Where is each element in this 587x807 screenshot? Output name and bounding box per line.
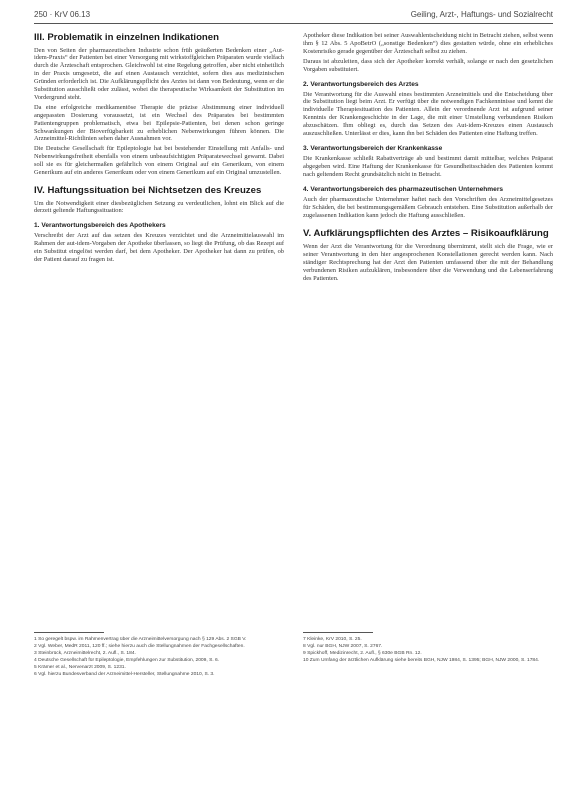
footnote-rule: [303, 632, 373, 633]
section-5-heading: V. Aufklärungspflichten des Arztes – Risikoaufklärung: [303, 228, 549, 240]
paragraph: Den von Seiten der pharmazeutischen Industrie schon früh geäußerten Bedenken einer „Aut-idem-Praxis“ der Patienten bei einer Versorgung mit wirkstoffgleichen Präparaten wurde vielfach durch die Ärzteschaft entsprochen. Gleichwohl ist eine Regelung getroffen, aber nicht einheitlich in der Praxis umgesetzt, die auf einen Austausch verzichtet, sofern dies aus medizinischen Gründen erforderlich ist. Die Aufklärungspflicht des Arztes ist dann von Bedeutung, wenn er die Substitution ausschließt oder zulässt, wobei die therapeutische Wirksamkeit der Substitution im Vordergrund steht.: [34, 46, 284, 101]
footnotes-left: [34, 632, 284, 679]
footnote-rule: [34, 632, 104, 633]
footnote: 7 Kleinke, KrV 2010, S. 25.: [303, 637, 362, 642]
paragraph: Auch der pharmazeutische Unternehmer haftet nach den Vorschriften des Arzneimittelgesetzes für Schäden, die bei bestimmungsgemäßem Gebrauch entstehen. Eine Substitution außerhalb der zugelassenen Indikation kann jedoch die Haftung ausschließen.: [303, 195, 553, 219]
paragraph: Die Deutsche Gesellschaft für Epileptologie hat bei bestehender Einstellung mit Anfalls- und Nebenwirkungsfreiheit ebenfalls von einem unbeaufsichtigten Präparatewechsel gewarnt. Dabei soll sie es für gleichermaßen gefährlich von einem Original auf ein Generikum, von einem Generikum auf ein anderes Generikum oder von einem Generikum auf ein Original umzustellen.: [34, 145, 284, 177]
paragraph: Da eine erfolgreiche medikamentöse Therapie die präzise Abstimmung einer individuell angepassten Dosierung voraussetzt, ist ein Wechsel des Präparates bei bestimmten Patientengruppen problematisch, etwa bei Epilepsie-Patienten, bei denen schon geringe Schwankungen der Bioverfügbarkeit zu erheblichen Nebenwirkungen führen können. Die Arzneimittel-Richtlinien sehen daher Ausnahmen vor.: [34, 103, 284, 143]
footnote: 9 Spickhoff, Medizinrecht, 2. Aufl., § 630e BGB Rn. 12.: [303, 651, 422, 656]
header-article-title: Geiling, Arzt-, Haftungs- und Sozialrecht: [410, 10, 553, 19]
subsection-3-heading: 3. Verantwortungsbereich der Krankenkasse: [303, 144, 443, 152]
footnote: 5 Krämer et al., Nervenarzt 2009, S. 1231.: [34, 665, 126, 670]
paragraph: Apotheker diese Indikation bei seiner Auswahlentscheidung nicht in Betracht ziehen, selbst wenn ihm § 12 Abs. 5 ApoBetrO („sonstige Bedenken“) dies gestatten würde, ohne ein erhebliches Kostenrisiko gerade gegenüber der Ärzteschaft selbst zu ziehen.: [303, 32, 553, 55]
footnote: 3 Steinbrück, Arzneimittelrecht, 2. Aufl., S. 184.: [34, 651, 136, 656]
right-column: [303, 32, 553, 284]
paragraph: Daraus ist abzuleiten, dass sich der Apotheker korrekt verhält, solange er nach den gesetzlichen Vorgaben substituiert.: [303, 57, 553, 73]
header-page-info: 250 · KrV 06.13: [34, 10, 91, 19]
paragraph: Die Krankenkasse schließt Rabattverträge ab und bestimmt damit mittelbar, welches Präparat abgegeben wird. Eine Haftung der Krankenkasse für Gesundheitsschäden des Patienten kommt nach geltendem Recht grundsätzlich nicht in Betracht.: [303, 154, 553, 178]
subsection-2-heading: 2. Verantwortungsbereich des Arztes: [303, 80, 419, 88]
footnote: 1 So geregelt bspw. im Rahmenvertrag über die Arzneimittelversorgung nach § 129 Abs. 2 SGB V.: [34, 637, 247, 642]
paragraph: Wenn der Arzt die Verantwortung für die Verordnung übernimmt, stellt sich die Frage, wie er seiner Verantwortung in den hier angesprochenen Konstellationen gerecht werden kann. Nach ständiger Rechtsprechung hat der Arzt den Patienten umfassend über die mit der Behandlung verbundenen Risiken aufzuklären, insbesondere über die Verwendung und die Lebenserfahrung des Patienten.: [303, 242, 553, 282]
footnote: 6 Vgl. hierzu Bundesverband der Arzneimittel-Hersteller, Stellungnahme 2010, S. 3.: [34, 672, 215, 677]
section-4-heading: IV. Haftungssituation bei Nichtsetzen des Kreuzes: [34, 185, 262, 196]
footnote: 4 Deutsche Gesellschaft für Epileptologie, Empfehlungen zur Substitution, 2009, S. 6.: [34, 658, 220, 663]
footnote: 2 Vgl. Weber, MedR 2011, 120 ff.; siehe hierzu auch die Stellungnahmen der Fachgesellschaften.: [34, 644, 245, 649]
paragraph: Die Verantwortung für die Auswahl eines bestimmten Arzneimittels und die Entscheidung über die Substitution liegt beim Arzt. Er verfügt über die notwendigen Fachkenntnisse und kennt die individuelle Therapiesituation des Patienten. Allein der verordnende Arzt ist aufgrund seiner Kenntnis der Krankengeschichte in der Lage, die mit einer Umstellung verbundenen Risiken abzuschätzen. Ihm obliegt es, durch das Setzen des Aut-idem-Kreuzes einen Austausch auszuschließen. Unterlässt er dies, kann ihn bei Schäden des Patienten eine Haftung treffen.: [303, 90, 553, 138]
footnote: 10 Zum Umfang der ärztlichen Aufklärung siehe bereits BGH, NJW 1984, S. 1395; BGH, NJW 2000, S. 1784.: [303, 658, 540, 663]
paragraph: Verschreibt der Arzt auf das setzen des Kreuzes verzichtet und die Arzneimittelauswahl im Rahmen der aut-idem-Vorgaben der Apotheke überlassen, so liegt die Prüfung, ob das Rezept auf ein Substitut eingelöst werden darf, bei dem Apotheker. Der Apotheker hat dann zu prüfen, ob der Patient darauf zu fragen ist.: [34, 232, 284, 264]
header-rule: [34, 23, 553, 24]
footnotes-right: [303, 632, 553, 665]
subsection-4-heading: 4. Verantwortungsbereich des pharmazeutischen Unternehmers: [303, 185, 504, 193]
paragraph: Um die Notwendigkeit einer diesbezüglichen Setzung zu verdeutlichen, lohnt ein Blick auf die derzeit geltende Haftungssituation:: [34, 199, 284, 215]
left-column: [34, 32, 284, 266]
running-header: [34, 10, 553, 24]
subsection-1-heading: 1. Verantwortungsbereich des Apothekers: [34, 222, 166, 230]
footnote: 8 Vgl. nur BGH, NJW 2007, S. 2767.: [303, 644, 383, 649]
section-3-heading: III. Problematik in einzelnen Indikationen: [34, 32, 219, 43]
